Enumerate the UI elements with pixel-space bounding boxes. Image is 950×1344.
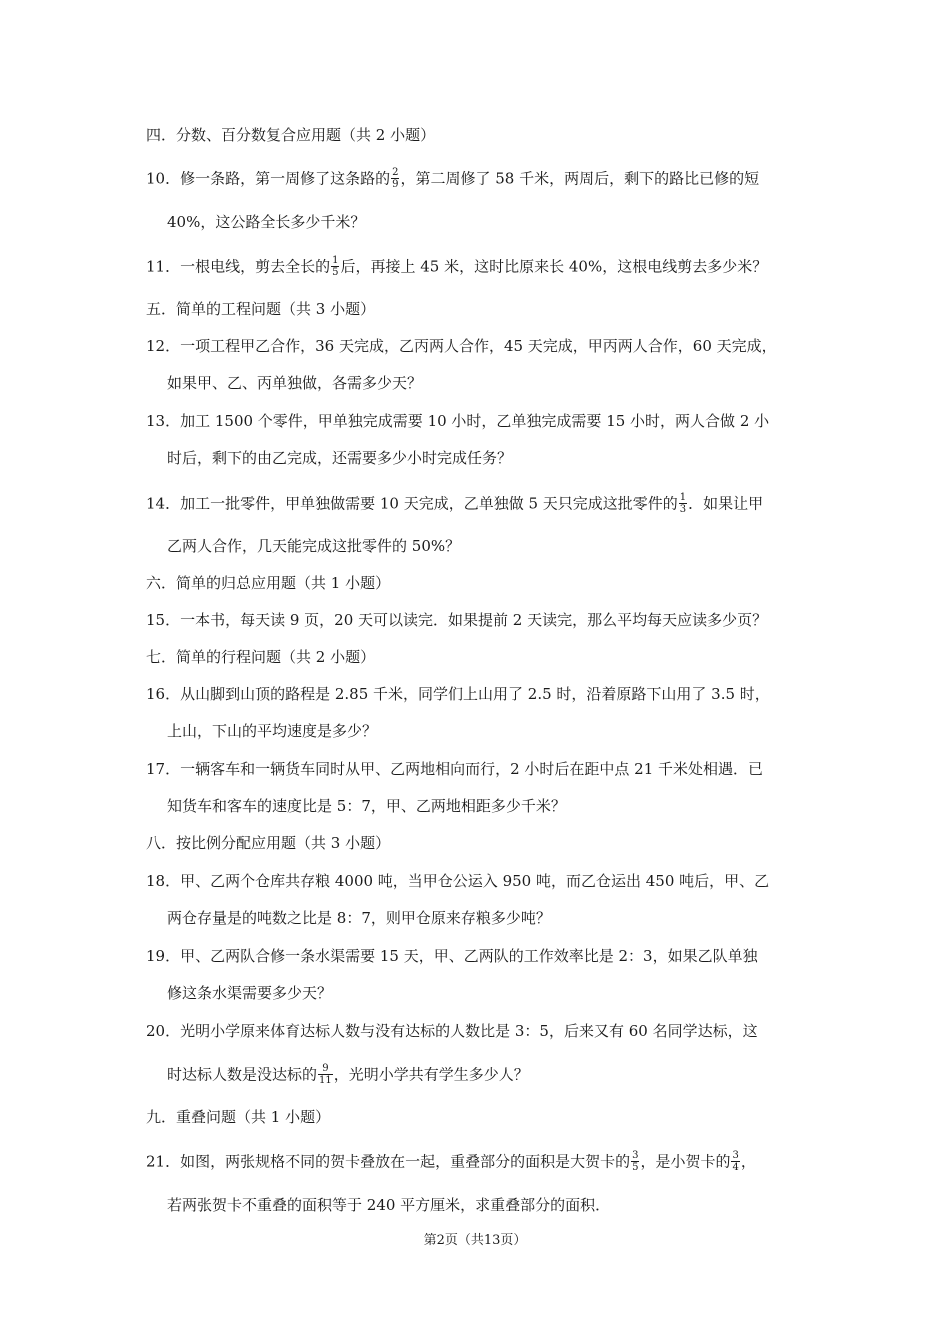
section-title: 八．按比例分配应用题（共 3 小题） xyxy=(146,834,391,852)
question-16-line-1: 16．从山脚到山顶的路程是 2.85 千米，同学们上山用了 2.5 时，沿着原路下山用了 3.5 时， xyxy=(146,685,770,703)
question-text: 14．加工一批零件，甲单独做需要 10 天完成，乙单独做 5 天只完成这批零件的 xyxy=(146,494,678,513)
question-text: ， xyxy=(740,1152,756,1171)
section-title: 五．简单的工程问题（共 3 小题） xyxy=(146,300,376,318)
fraction xyxy=(679,492,687,515)
question-11-line-1 xyxy=(146,256,767,279)
question-text: 10．修一条路，第一周修了这条路的 xyxy=(146,169,391,188)
question-12-line-2: 如果甲、乙、丙单独做，各需多少天？ xyxy=(167,374,423,392)
fraction-numerator: 1 xyxy=(679,492,687,503)
fraction-numerator: 2 xyxy=(392,167,399,178)
question-10-line-2: 40%，这公路全长多少千米？ xyxy=(167,213,366,231)
question-14-line-1 xyxy=(146,493,763,516)
fraction-numerator: 3 xyxy=(732,1150,739,1161)
fraction xyxy=(331,255,339,278)
fraction-denominator: 5 xyxy=(632,1162,639,1173)
fraction-denominator: 5 xyxy=(332,267,339,278)
fraction xyxy=(631,1150,639,1173)
fraction-numerator: 9 xyxy=(318,1063,333,1075)
question-text: 11．一根电线，剪去全长的 xyxy=(146,257,331,276)
question-13-line-2: 时后，剩下的由乙完成，还需要多少小时完成任务？ xyxy=(167,449,513,467)
question-text: 时达标人数是没达标的 xyxy=(167,1065,318,1084)
question-text: ，第二周修了 58 千米，两周后，剩下的路比已修的短 xyxy=(400,169,760,188)
fraction-denominator: 9 xyxy=(392,179,399,190)
section-title: 四．分数、百分数复合应用题（共 2 小题） xyxy=(146,126,436,144)
page-footer: 第2页（共13页） xyxy=(423,1233,527,1248)
question-10-line-1 xyxy=(146,168,759,191)
question-17-line-2: 知货车和客车的速度比是 5：7，甲、乙两地相距多少千米？ xyxy=(167,797,566,815)
fraction xyxy=(391,167,399,190)
fraction-denominator: 4 xyxy=(732,1162,739,1173)
question-text: ，是小贺卡的 xyxy=(640,1152,731,1171)
question-12-line-1: 12．一项工程甲乙合作，36 天完成，乙丙两人合作，45 天完成，甲丙两人合作，60 天完成， xyxy=(146,337,777,355)
fraction-denominator: 3 xyxy=(679,504,687,515)
section-title: 九．重叠问题（共 1 小题） xyxy=(146,1108,331,1126)
question-18-line-2: 两仓存量是的吨数之比是 8：7，则甲仓原来存粮多少吨？ xyxy=(167,909,551,927)
question-16-line-2: 上山，下山的平均速度是多少？ xyxy=(167,722,378,740)
fraction xyxy=(731,1150,739,1173)
question-17-line-1: 17．一辆客车和一辆货车同时从甲、乙两地相向而行，2 小时后在距中点 21 千米处相遇．已 xyxy=(146,760,764,778)
fraction-numerator: 1 xyxy=(332,255,339,266)
question-text: ．如果让甲 xyxy=(688,494,764,513)
question-21-line-1 xyxy=(146,1151,756,1174)
fraction-numerator: 3 xyxy=(632,1150,639,1161)
question-text: ，光明小学共有学生多少人？ xyxy=(333,1065,529,1084)
fraction xyxy=(318,1063,333,1086)
question-20-line-1: 20．光明小学原来体育达标人数与没有达标的人数比是 3：5，后来又有 60 名同学达标，这 xyxy=(146,1022,758,1040)
question-19-line-2: 修这条水渠需要多少天？ xyxy=(167,984,333,1002)
question-text: 21．如图，两张规格不同的贺卡叠放在一起，重叠部分的面积是大贺卡的 xyxy=(146,1152,631,1171)
question-text: 后，再接上 45 米，这时比原来长 40%，这根电线剪去多少米？ xyxy=(340,257,768,276)
question-13-line-1: 13．加工 1500 个零件，甲单独完成需要 10 小时，乙单独完成需要 15 小时，两人合做 2 小 xyxy=(146,412,770,430)
question-15-line-1: 15．一本书，每天读 9 页，20 天可以读完．如果提前 2 天读完，那么平均每天应读多少页？ xyxy=(146,611,768,629)
question-20-line-2 xyxy=(167,1064,529,1087)
question-18-line-1: 18．甲、乙两个仓库共存粮 4000 吨，当甲仓公运入 950 吨，而乙仓运出 450 吨后，甲、乙 xyxy=(146,872,770,890)
section-title: 七．简单的行程问题（共 2 小题） xyxy=(146,648,376,666)
question-19-line-1: 19．甲、乙两队合修一条水渠需要 15 天，甲、乙两队的工作效率比是 2：3，如果乙队单独 xyxy=(146,947,758,965)
section-title: 六．简单的归总应用题（共 1 小题） xyxy=(146,574,391,592)
question-21-line-2: 若两张贺卡不重叠的面积等于 240 平方厘米，求重叠部分的面积． xyxy=(167,1196,611,1214)
question-14-line-2: 乙两人合作，几天能完成这批零件的 50%？ xyxy=(167,537,461,555)
fraction-denominator: 11 xyxy=(319,1075,332,1086)
